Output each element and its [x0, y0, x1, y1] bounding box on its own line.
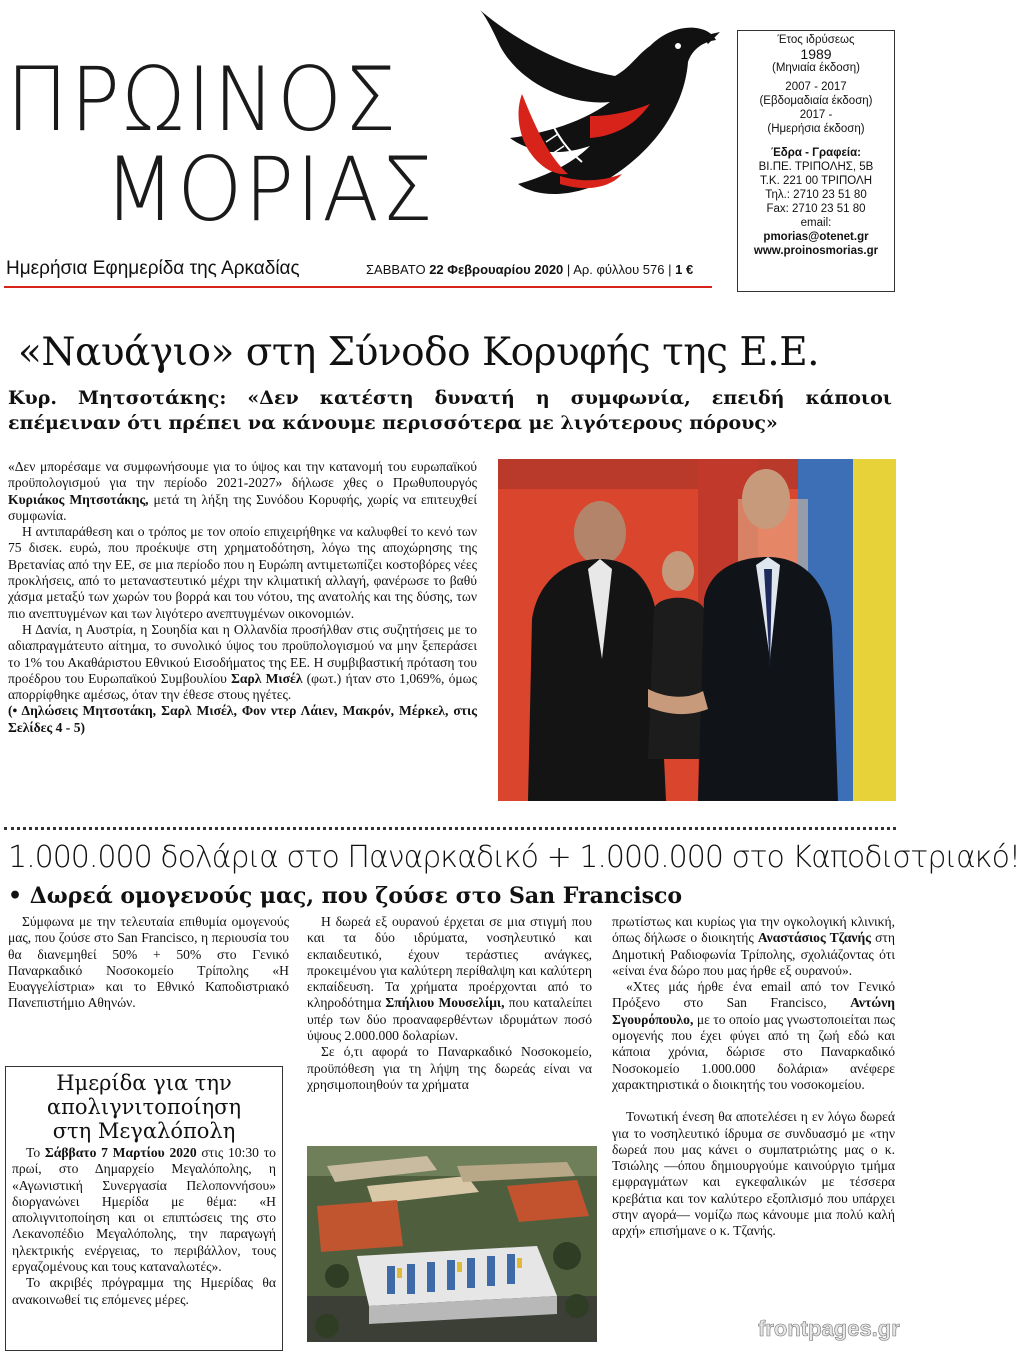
issue-date: 22 Φεβρουαρίου 2020 [429, 262, 564, 277]
period-daily-note: (Ημερήσια έκδοση) [767, 123, 865, 135]
watermark: frontpages.gr [758, 1316, 900, 1341]
address-line1: ΒΙ.ΠΕ. ΤΡΙΠΟΛΗΣ, 5Β [758, 161, 874, 173]
second-col3-paragraph-1: πρωτίστως και κυρίως για την ογκολογική κλινική, όπως δήλωσε ο διοικητής Αναστάσιος Τζανής στη Δημοτική Ραδιοφωνία Τρίπολης, σχολιάζοντας ότι «είναι ένα δώρο που μας ήρθε εξ ουρανού». [612, 914, 895, 978]
founded-year: 1989 [800, 46, 832, 62]
lead-paragraph-2: Η αντιπαράθεση και ο τρόπος με τον οποίο επιχειρήθηκε να καλυφθεί το κενό των 75 δισεκ. ευρώ, που προέκυψε στη χρηματοδότηση, λόγω της αποχώρησης της Βρετανίας από την ΕΕ, σε μια περίοδο που η Ευρώπη αντιμετωπίζει κοστοβόρες νέες προκλήσεις, από το μεταναστευτικό μέχρι την κλιματική αλλαγή, φανέρωσε το βαθύ χάσμα μεταξύ των χωρών του βορρά και του νότου, της ανατολής και της δύσης, των πιο ανεπτυγμένων και των λιγότερο ανεπτυγμένων οικονομιών. [8, 524, 477, 621]
second-headline: 1.000.000 δολάρια στο Παναρκαδικό + 1.000.000 στο Καποδιστριακό! [8, 840, 1020, 875]
event-paragraph-1: Το Σάββατο 7 Μαρτίου 2020 στις 10:30 το πρωί, στο Δημαρχείο Μεγαλόπολης, η «Αγωνιστική Συνεργασία Πελοποννήσου» διοργανώνει Ημερίδα με θέμα: «Η απολιγνιτοποίηση και οι επιπτώσεις της στο Λεκανοπέδιο Μεγαλόπολης, την παραγωγή ηλεκτρικής ενέργειας, το περιβάλλον, τους εργαζομένους και τους καταναλωτές». [12, 1145, 276, 1275]
masthead-red-rule [4, 286, 712, 288]
email-label: email: [800, 217, 832, 229]
lead-subheadline [8, 386, 892, 436]
publisher-info-box [737, 30, 895, 292]
event-box-body [6, 1143, 282, 1308]
event-paragraph-2: Το ακριβές πρόγραμμα της Ημερίδας θα ανακοινωθεί τις επόμενες μέρες. [12, 1275, 276, 1307]
dove-logo-icon [440, 6, 720, 202]
masthead-title-line2: ΜΟΡΙΑΣ [104, 138, 435, 241]
address-line2: Τ.Κ. 221 00 ΤΡΙΠΟΛΗ [759, 175, 873, 187]
phone: Τηλ.: 2710 23 51 80 [765, 189, 867, 201]
second-col3-paragraph-2: «Χτες μάς ήρθε ένα email από τον Γενικό Πρόξενο στο San Francisco, Αντώνη Σγουρόπουλο, με το οποίο μας γνωστοποιείται πως ομογενής που έχει φύγει από τη ζωή εδώ και κάποια χρόνια, δώρισε στο Παναρκαδικό Νοσοκομείο 1.000.000 δολάρια» ανέφερε χαρακτηριστικά ο διοικητής του νοσοκομείου. [612, 979, 895, 1092]
event-box-title: Ημερίδα για την απολιγνιτοποίηση στη Μεγαλόπολη [46, 1071, 242, 1143]
website-link[interactable]: www.proinosmorias.gr [753, 245, 879, 257]
lead-paragraph-1: «Δεν μπορέσαμε να συμφωνήσουμε για το ύψος και την κατανομή του ευρωπαϊκού προϋπολογισμού για την περίοδο 2021-2027» δήλωσε χθες ο Πρωθυπουργός Κυριάκος Μητσοτάκης, μετά τη λήξη της Συνόδου Κορυφής, χωρίς να επιτευχθεί συμφωνία. [8, 459, 477, 523]
period-weekly-note: (Εβδομαδιαία έκδοση) [759, 95, 873, 107]
email-link[interactable]: pmorias@otenet.gr [763, 231, 869, 243]
handshake-photo [498, 459, 896, 801]
lead-subhead-speaker: Κυρ. Μητσοτάκης: [8, 387, 227, 409]
second-col3 [612, 914, 895, 1240]
second-col2-paragraph-2: Σε ό,τι αφορά το Παναρκαδικό Νοσοκομείο, προϋπόθεση για τη λήψη της δωρεάς είναι να χρησιμοποιηθούν τα χρήματα [307, 1044, 592, 1092]
issue-number: Αρ. φύλλου 576 [573, 262, 665, 277]
fax: Fax: 2710 23 51 80 [766, 203, 866, 215]
issue-line: ΣΑΒΒΑΤΟ 22 Φεβρουαρίου 2020 | Αρ. φύλλου 576 | 1 € [366, 262, 694, 277]
period-daily: 2017 - [799, 109, 833, 121]
issue-day: ΣΑΒΒΑΤΟ [366, 262, 426, 277]
lead-headline: «Ναυάγιο» στη Σύνοδο Κορυφής της Ε.Ε. [18, 330, 820, 375]
issue-price: 1 € [675, 262, 694, 277]
lead-body [8, 459, 477, 736]
event-box [5, 1066, 283, 1351]
founded-label: Έτος ιδρύσεως [777, 34, 855, 46]
lead-subhead-quote: «Δεν κατέστη δυνατή η συμφωνία, επειδή κάποιοι επέμειναν ότι πρέπει να κάνουμε περισσότερα με λιγότερους πόρους» [8, 387, 892, 434]
second-subheadline: • Δωρεά ομογενούς μας, που ζούσε στο San Francisco [8, 883, 683, 909]
second-col1 [8, 914, 289, 1012]
lead-paragraph-3: Η Δανία, η Αυστρία, η Σουηδία και η Ολλανδία προσήλθαν στις συζητήσεις με το αδιαπραγμάτευτο αίτημα, το συνολικό ύψος του προϋπολογισμού να μην ξεπεράσει το 1% του Ακαθάριστου Εθνικού Εισοδήματος της ΕΕ. Η συμβιβαστική πρόταση του προέδρου του Ευρωπαϊκού Συμβουλίου Σαρλ Μισέλ (φωτ.) ήταν στο 1,069%, όμως απορρίφθηκε αμέσως, όταν την έθεσε στους ηγέτες. [8, 621, 477, 703]
second-col3-paragraph-3: Τονωτική ένεση θα αποτελέσει η εν λόγω δωρεά για το νοσηλευτικό ίδρυμα σε συνδυασμό με «την δωρεά που μας κάνει ο συμπατριώτης μας ο κ. Τσιώλης —όπου δημιουργούμε καινούργιο τμήμα εμφραγμάτων και εγκεφαλικών με τέσσερα κρεβάτια και τον καλύτερο εξοπλισμό που υπάρχει στην αγορά— νομίζω πως κάνουμε μια πολύ καλή αρχή» επισήμανε ο κ. Τζανής. [612, 1109, 895, 1239]
section-separator [4, 827, 896, 830]
second-col1-paragraph: Σύμφωνα με την τελευταία επιθυμία ομογενούς μας, που ζούσε στο San Francisco, η περιουσία του θα διανεμηθεί 50% + 50% στο Γενικό Παναρκαδικό Νοσοκομείο Τρίπολης «Η Ευαγγελίστρια» και το Εθνικό Καποδιστριακό Πανεπιστήμιο Αθηνών. [8, 914, 289, 1011]
second-col2-paragraph-1: Η δωρεά εξ ουρανού έρχεται σε μια στιγμή που και τα δύο ιδρύματα, νοσηλευτικό και εκπαιδευτικό, έχουν τεράστιες ανάγκες, προκειμένου για καλύτερη περίθαλψη και καλύτερη εκπαίδευση. Τα χρήματα προέρχονται από το κληροδότημα Σπήλιου Μουσελίμι, που καταλείπει υπέρ των δύο προαναφερθέντων ιδρυμάτων ποσό ύψους 2.000.000 δολαρίων. [307, 914, 593, 1044]
founded-note: (Μηνιαία έκδοση) [771, 62, 860, 74]
lead-paragraph-4: (• Δηλώσεις Μητσοτάκη, Σαρλ Μισέλ, Φον ντερ Λάιεν, Μακρόν, Μέρκελ, στις Σελίδες 4 - 5) [8, 703, 477, 735]
masthead-title-line1: ΠΡΩΙΝΟΣ [6, 48, 399, 151]
hospital-aerial-photo [307, 1146, 597, 1342]
period-weekly: 2007 - 2017 [785, 81, 847, 93]
masthead-subtitle: Ημερήσια Εφημερίδα της Αρκαδίας [6, 258, 300, 279]
second-col2 [307, 914, 592, 1093]
office-label: Έδρα - Γραφεία: [770, 147, 862, 159]
